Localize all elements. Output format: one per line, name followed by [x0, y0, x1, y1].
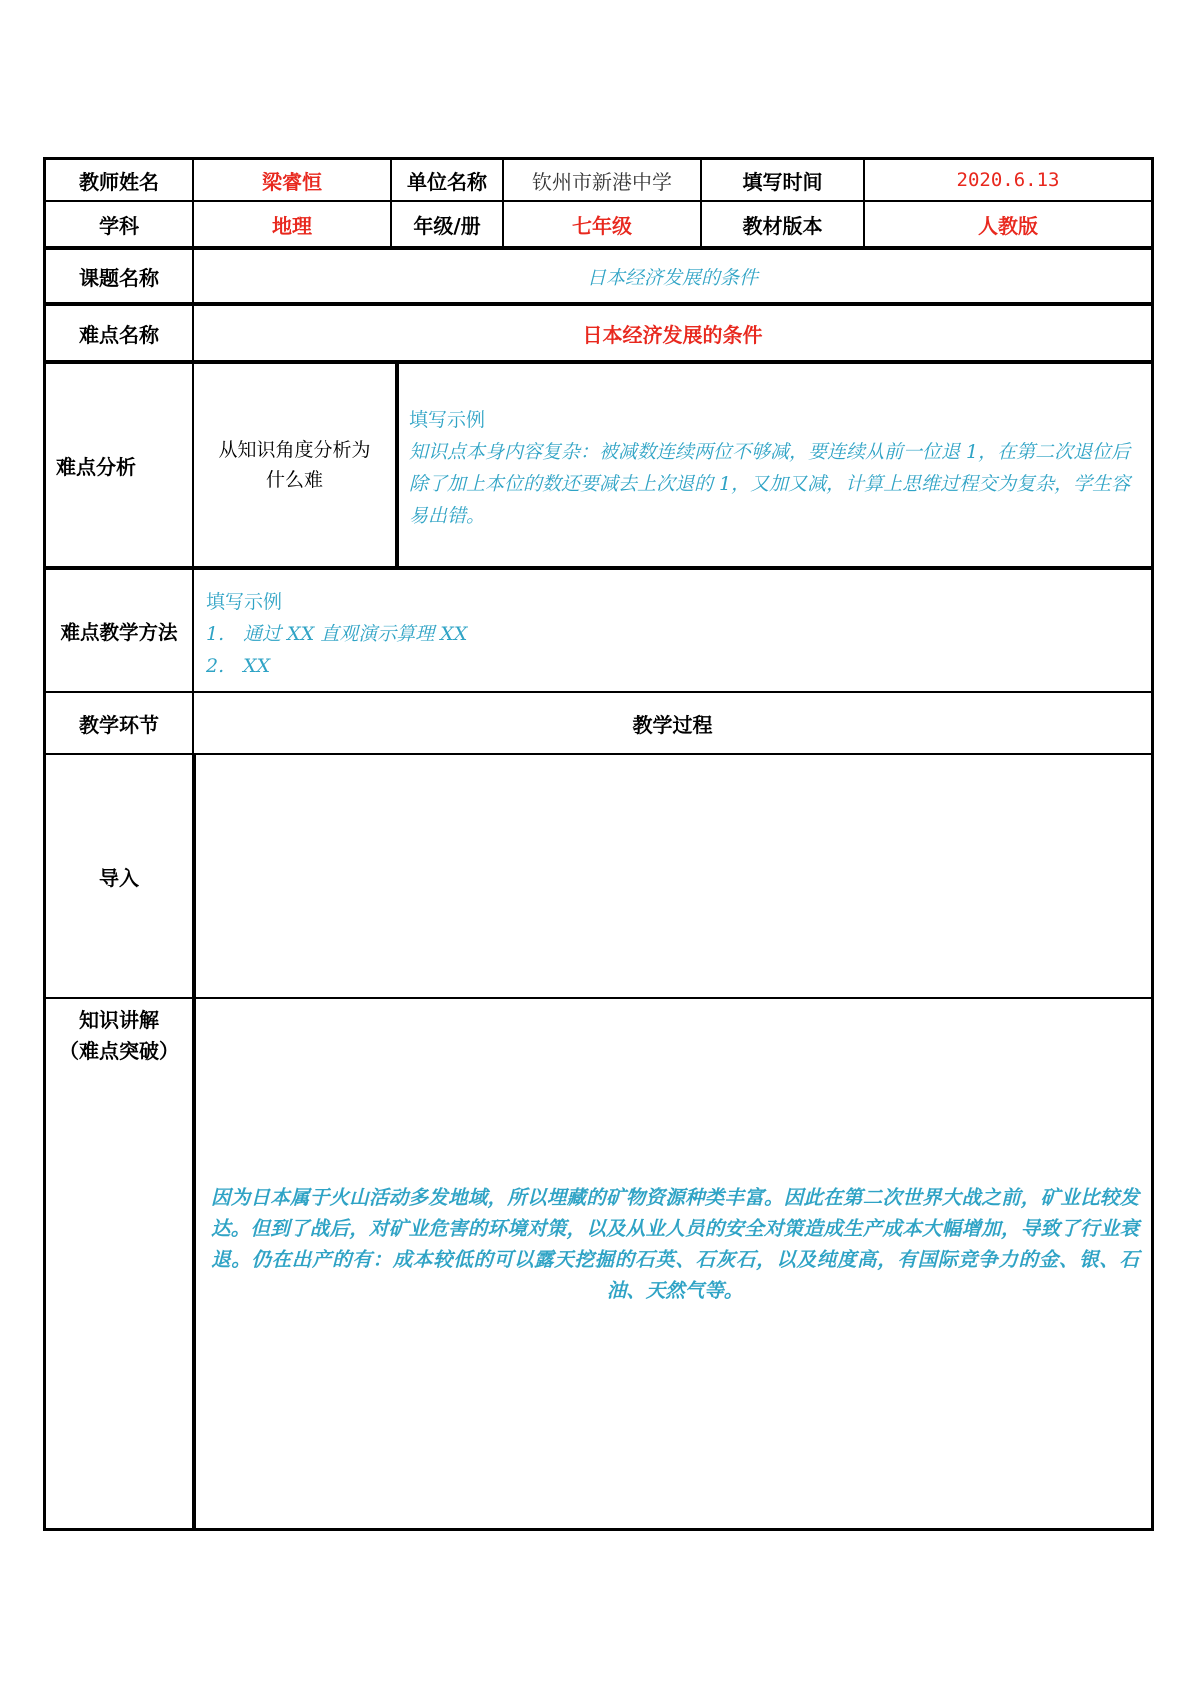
- method-content: [193, 567, 1154, 692]
- topic-label: 课题名称: [43, 247, 193, 303]
- analysis-example: [396, 361, 1154, 567]
- unit-name-value: 钦州市新港中学: [503, 157, 701, 201]
- fill-date-value: 2020.6.13: [864, 157, 1154, 201]
- edition-value: 人教版: [864, 201, 1154, 247]
- intro-content: [193, 754, 1154, 998]
- knowledge-label-line2: （难点突破）: [59, 1039, 179, 1063]
- knowledge-paragraph: 因为日本属于火山活动多发地域，所以埋藏的矿物资源种类丰富。因此在第二次世界大战之前，矿业比较发达。但到了战后，对矿业危害的环境对策，以及从业人员的安全对策造成生产成本大幅增加，导致了行业衰退。仍在出产的有：成本较低的可以露天挖掘的石英、石灰石，以及纯度高，有国际竞争力的金、银、石油、天然气等。: [211, 1185, 1139, 1302]
- analysis-label: 难点分析: [43, 361, 193, 567]
- method-item: 1. 通过 XX 直观演示算理 XX: [206, 623, 468, 645]
- difficulty-label: 难点名称: [43, 303, 193, 361]
- teacher-name-label: 教师姓名: [43, 157, 193, 201]
- unit-name-label: 单位名称: [391, 157, 503, 201]
- lesson-plan-table: [43, 157, 1154, 1531]
- analysis-example-text: 知识点本身内容复杂：被减数连续两位不够减，要连续从前一位退 1，在第二次退位后除了加上本位的数还要减去上次退的 1，又加又减，计算上思维过程交为复杂，学生容易出错。: [409, 441, 1131, 527]
- edition-label: 教材版本: [701, 201, 864, 247]
- method-item: 2. XX: [206, 655, 271, 677]
- subject-label: 学科: [43, 201, 193, 247]
- knowledge-label-line1: 知识讲解: [79, 1008, 159, 1032]
- topic-value: 日本经济发展的条件: [193, 247, 1154, 303]
- stage-header: 教学环节: [43, 692, 193, 754]
- knowledge-label: [43, 998, 193, 1531]
- process-header: 教学过程: [193, 692, 1154, 754]
- analysis-example-title: 填写示例: [409, 409, 486, 431]
- difficulty-value: 日本经济发展的条件: [193, 303, 1154, 361]
- grade-label: 年级/册: [391, 201, 503, 247]
- method-label: 难点教学方法: [43, 567, 193, 692]
- grade-value: 七年级: [503, 201, 701, 247]
- analysis-sublabel: 从知识角度分析为什么难: [193, 361, 396, 567]
- intro-label: 导入: [43, 754, 193, 998]
- knowledge-content: [193, 998, 1154, 1531]
- teacher-name-value: 梁睿恒: [193, 157, 391, 201]
- subject-value: 地理: [193, 201, 391, 247]
- method-example-title: 填写示例: [206, 591, 283, 613]
- fill-date-label: 填写时间: [701, 157, 864, 201]
